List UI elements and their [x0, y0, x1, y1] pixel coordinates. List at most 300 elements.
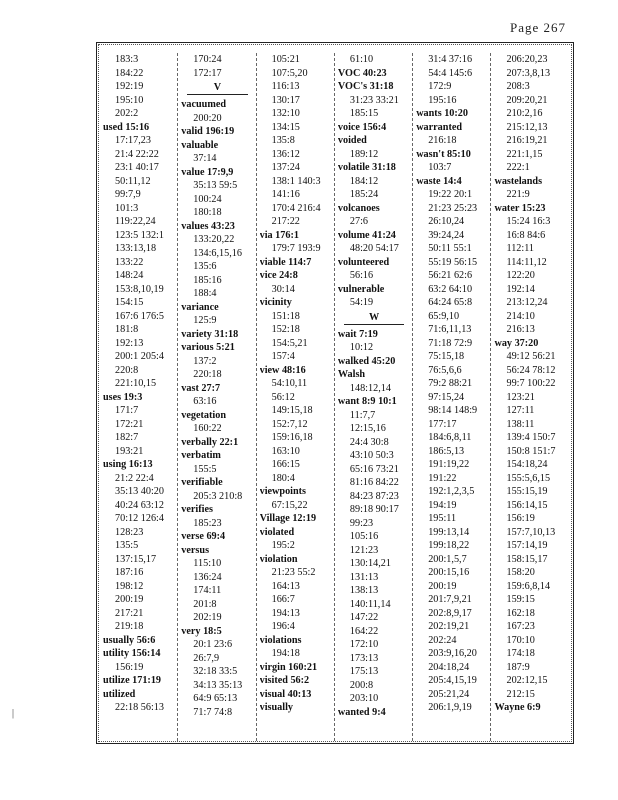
index-column-4	[335, 53, 413, 741]
index-page-ref: 164:22	[349, 625, 379, 637]
index-page-ref: 200:19	[115, 594, 144, 605]
index-page-ref: 50:11,12	[115, 175, 151, 187]
index-word-entry: value 17:9,9	[181, 166, 234, 178]
index-word-entry: vacuumed	[181, 99, 227, 110]
index-word-entry: voided	[337, 135, 367, 146]
index-page-ref: 79:2 88:21	[428, 378, 473, 389]
index-page-ref: 201:7,9,21	[428, 594, 472, 605]
index-word-entry: usually 56:6	[103, 634, 156, 646]
index-word-entry: utilized	[103, 688, 136, 700]
index-page-ref: 71:18 72:9	[428, 337, 473, 349]
index-page-ref: 173:13	[349, 652, 379, 664]
index-page-ref: 112:11	[506, 243, 535, 254]
index-page-ref: 54:4 145:6	[428, 67, 473, 79]
index-page-ref: 158:15,17	[506, 553, 548, 565]
index-page-ref: 133:13,18	[115, 243, 157, 254]
index-page-ref: 101:3	[115, 202, 139, 214]
index-page-ref: 156:19	[115, 661, 144, 673]
index-page-ref: 200:1 205:4	[115, 351, 164, 362]
index-page-ref: 154:18,24	[506, 459, 548, 470]
index-page-ref: 216:18	[428, 135, 457, 146]
index-page-ref: 54:10,11	[271, 378, 308, 389]
index-page-ref: 65:16 73:21	[349, 463, 399, 475]
index-page-ref: 127:11	[506, 405, 535, 416]
index-word-entry: verbatim	[181, 450, 221, 461]
index-page-ref: 184:22	[115, 67, 144, 79]
index-page-ref: 186:5,13	[428, 445, 465, 457]
index-word-entry: volunteered	[337, 256, 390, 268]
index-page-ref: 195:16	[428, 94, 457, 106]
index-page-ref: 167:6 176:5	[115, 310, 164, 322]
index-page-ref: 31:23 33:21	[349, 94, 399, 106]
index-page-ref: 48:20 54:17	[349, 243, 399, 254]
index-word-entry: versus	[181, 544, 210, 556]
index-page-ref: 158:20	[506, 567, 535, 578]
index-page-ref: 194:19	[428, 499, 457, 511]
index-page-ref: 156:19	[506, 513, 535, 524]
index-page-ref: 191:22	[428, 472, 457, 484]
index-word-entry: vice 24:8	[259, 270, 298, 281]
index-page-ref: 65:9,10	[428, 310, 460, 322]
index-page-ref: 30:14	[271, 283, 295, 295]
index-page-ref: 202:8,9,17	[428, 607, 472, 619]
index-page-ref: 89:18 90:17	[349, 504, 399, 515]
index-page-ref: 17:17,23	[115, 135, 151, 146]
index-page-ref: 202:19,21	[428, 621, 470, 632]
index-page-ref: 187:16	[115, 567, 144, 578]
index-page-ref: 200:15,16	[428, 567, 470, 578]
index-page-ref: 159:16,18	[271, 432, 313, 443]
index-page-ref: 98:14 148:9	[428, 405, 478, 416]
index-page-ref: 185:16	[193, 274, 222, 286]
index-word-entry: vicinity	[259, 297, 292, 308]
index-page-ref: 133:20,22	[193, 234, 235, 245]
index-page-ref: 56:24 78:12	[506, 364, 556, 376]
index-page-ref: 203:10	[349, 693, 379, 704]
margin-mark: |	[12, 708, 15, 719]
index-page-ref: 175:13	[349, 666, 379, 677]
index-page-ref: 99:23	[349, 517, 374, 529]
index-word-entry: VOC 40:23	[337, 67, 387, 79]
index-page-ref: 114:11,12	[506, 256, 547, 268]
index-page-ref: 177:17	[428, 418, 457, 430]
index-page-ref: 216:13	[506, 324, 535, 335]
index-page-ref: 171:7	[115, 405, 139, 416]
index-word-entry: volatile 31:18	[337, 162, 396, 173]
index-page-ref: 76:5,6,6	[428, 364, 462, 376]
index-page-ref: 71:7 74:8	[193, 706, 233, 718]
index-page-ref: 26:7,9	[193, 652, 220, 664]
index-word-entry: visual 40:13	[259, 688, 312, 700]
index-page-ref: 16:8 84:6	[506, 229, 546, 241]
index-page-ref: 130:17	[271, 94, 300, 106]
index-column-2	[178, 53, 256, 741]
index-page-ref: 195:10	[115, 94, 144, 106]
index-word-entry: using 16:13	[103, 459, 153, 470]
index-page-ref: 56:21 62:6	[428, 270, 473, 281]
index-page-ref: 174:11	[193, 585, 222, 596]
index-page-ref: 170:10	[506, 634, 535, 646]
index-page-ref: 116:13	[271, 81, 300, 92]
index-word-entry: want 8:9 10:1	[337, 396, 397, 407]
index-page-ref: 201:8	[193, 598, 217, 610]
index-page-ref: 185:23	[193, 517, 222, 529]
index-word-entry: wanted 9:4	[337, 706, 386, 718]
index-page-ref: 208:3	[506, 81, 530, 92]
index-page-ref: 203:9,16,20	[428, 648, 477, 659]
index-page-ref: 99:7,9	[115, 189, 141, 200]
index-column-3	[257, 53, 335, 741]
index-page-ref: 166:7	[271, 594, 295, 605]
index-page-ref: 107:5,20	[271, 67, 308, 79]
index-page-ref: 210:2,16	[506, 108, 543, 119]
index-page-ref: 195:2	[271, 540, 295, 551]
index-page-ref: 97:15,24	[428, 391, 465, 403]
index-page-ref: 200:20	[193, 112, 222, 124]
index-page-ref: 70:12 126:4	[115, 513, 164, 524]
index-page-ref: 67:15,22	[271, 499, 308, 511]
index-page-ref: 215:12,13	[506, 121, 548, 133]
index-page-ref: 136:24	[193, 571, 222, 583]
index-page-ref: 195:11	[428, 513, 457, 524]
index-word-entry: visually	[259, 702, 293, 713]
index-page-ref: 157:14,19	[506, 540, 548, 551]
index-page-ref: 172:10	[349, 639, 379, 650]
index-page-ref: 63:2 64:10	[428, 283, 473, 295]
index-page-ref: 170:24	[193, 54, 222, 65]
index-page-ref: 184:6,8,11	[428, 432, 472, 443]
index-page-ref: 39:24,24	[428, 229, 465, 241]
index-page-ref: 155:5	[193, 463, 217, 475]
index-page-ref: 135:8	[271, 135, 295, 146]
index-page-ref: 35:13 40:20	[115, 486, 164, 497]
index-page-ref: 134:15	[271, 121, 300, 133]
index-word-entry: various 5:21	[181, 342, 235, 353]
index-page-ref: 209:20,21	[506, 94, 548, 106]
index-page-ref: 202:2	[115, 108, 139, 119]
index-word-entry: wastelands	[494, 175, 543, 187]
index-word-entry: wasn't 85:10	[416, 148, 471, 160]
index-page-ref: 162:18	[506, 607, 535, 619]
index-page-ref: 206:20,23	[506, 54, 548, 65]
index-page-ref: 207:3,8,13	[506, 67, 551, 79]
index-word-entry: uses 19:3	[103, 391, 143, 403]
index-page-ref: 23:1 40:17	[115, 162, 159, 173]
index-page-ref: 54:19	[349, 297, 374, 308]
index-word-entry: very 18:5	[181, 625, 222, 637]
index-page-ref: 26:10,24	[428, 216, 465, 227]
index-word-entry: valid 196:19	[181, 126, 235, 137]
section-letter-heading: V	[187, 82, 247, 95]
index-page-ref: 202:12,15	[506, 675, 548, 686]
index-page-ref: 192:1,2,3,5	[428, 486, 475, 497]
index-word-entry: used 15:16	[103, 121, 150, 133]
index-page-ref: 157:7,10,13	[506, 526, 556, 538]
index-word-entry: vegetation	[181, 409, 226, 421]
index-page-ref: 155:5,6,15	[506, 472, 551, 484]
index-page-ref: 11:7,7	[349, 409, 376, 421]
index-page-ref: 55:19 56:15	[428, 256, 478, 268]
index-word-entry: valuable	[181, 139, 219, 151]
index-page-ref: 217:21	[115, 607, 144, 619]
index-word-entry: water 15:23	[494, 202, 546, 214]
index-page-ref: 206:1,9,19	[428, 702, 472, 713]
index-page-ref: 10:12	[349, 342, 374, 353]
index-page-ref: 182:7	[115, 432, 139, 443]
index-word-entry: Wayne 6:9	[494, 702, 541, 713]
index-page-ref: 63:16	[193, 396, 217, 407]
index-word-entry: vast 27:7	[181, 382, 221, 394]
index-page-ref: 147:22	[349, 612, 379, 623]
index-page-ref: 167:23	[506, 621, 535, 632]
index-page-ref: 84:23 87:23	[349, 490, 399, 502]
index-word-entry: visited 56:2	[259, 675, 310, 686]
index-page-ref: 32:18 33:5	[193, 666, 238, 677]
index-page-ref: 202:19	[193, 612, 222, 623]
index-page-ref: 154:5,21	[271, 337, 308, 349]
index-page-ref: 200:19	[428, 580, 457, 592]
index-page-ref: 164:13	[271, 580, 300, 592]
index-page-ref: 221:10,15	[115, 378, 157, 389]
index-page-ref: 185:24	[349, 189, 379, 200]
index-page-ref: 180:4	[271, 472, 295, 484]
index-page-ref: 137:15,17	[115, 553, 157, 565]
index-page-ref: 220:8	[115, 364, 139, 376]
index-page-ref: 221:1,15	[506, 148, 543, 160]
index-page-ref: 137:2	[193, 355, 217, 367]
index-page-ref: 152:7,12	[271, 418, 308, 430]
index-page-ref: 163:10	[271, 445, 300, 457]
index-page-ref: 99:7 100:22	[506, 378, 556, 389]
index-word-entry: viewpoints	[259, 486, 307, 497]
index-page-ref: 213:12,24	[506, 297, 548, 308]
index-page-ref: 50:11 55:1	[428, 243, 472, 254]
index-page-ref: 202:24	[428, 634, 457, 646]
index-page-ref: 193:21	[115, 445, 144, 457]
index-word-entry: variance	[181, 301, 219, 313]
index-page-ref: 181:8	[115, 324, 139, 335]
index-page-ref: 199:18,22	[428, 540, 470, 551]
index-page-ref: 183:3	[115, 54, 139, 65]
index-page-ref: 180:18	[193, 207, 222, 218]
index-page-ref: 187:9	[506, 661, 530, 673]
index-page-ref: 21:23 55:2	[271, 567, 316, 578]
index-page-ref: 205:3 210:8	[193, 490, 243, 502]
index-page-ref: 56:12	[271, 391, 295, 403]
index-word-entry: viable 114:7	[259, 256, 312, 268]
index-page-ref: 64:9 65:13	[193, 693, 238, 704]
index-page-ref: 138:11	[506, 418, 535, 430]
index-word-entry: virgin 160:21	[259, 661, 318, 673]
index-word-entry: variety 31:18	[181, 328, 239, 340]
index-page-ref: 103:7	[428, 162, 452, 173]
index-page-ref: 136:12	[271, 148, 300, 160]
index-page-ref: 155:15,19	[506, 486, 548, 497]
index-page-ref: 150:8 151:7	[506, 445, 556, 457]
index-page-ref: 196:4	[271, 621, 295, 632]
index-word-entry: violation	[259, 553, 298, 565]
index-page-ref: 75:15,18	[428, 351, 465, 362]
index-page-ref: 81:16 84:22	[349, 477, 399, 488]
index-page-ref: 220:18	[193, 369, 222, 380]
index-page-ref: 200:1,5,7	[428, 553, 467, 565]
index-page-ref: 141:16	[271, 189, 300, 200]
index-page-ref: 27:6	[349, 216, 369, 227]
index-word-entry: verifiable	[181, 477, 223, 488]
index-word-entry: way 37:20	[494, 337, 539, 349]
index-page-ref: 219:18	[115, 621, 144, 632]
index-page-ref: 140:11,14	[349, 598, 391, 610]
index-page-ref: 12:15,16	[349, 423, 386, 434]
index-word-entry: Walsh	[337, 369, 366, 380]
index-page-ref: 24:4 30:8	[349, 436, 389, 448]
index-page-ref: 221:9	[506, 189, 530, 200]
index-page-ref: 185:15	[349, 108, 379, 119]
index-page-ref: 128:23	[115, 526, 144, 538]
index-word-entry: violations	[259, 634, 302, 646]
index-page-ref: 139:4 150:7	[506, 432, 556, 443]
index-page-ref: 21:4 22:22	[115, 148, 159, 160]
index-column-6	[491, 53, 569, 741]
index-page-ref: 34:13 35:13	[193, 679, 243, 691]
index-word-entry: violated	[259, 526, 295, 538]
index-page-ref: 71:6,11,13	[428, 324, 472, 335]
index-page-ref: 125:9	[193, 315, 217, 326]
index-page-ref: 100:24	[193, 193, 222, 205]
index-page-ref: 137:24	[271, 162, 300, 173]
index-page-ref: 217:22	[271, 216, 300, 227]
index-word-entry: utilize 171:19	[103, 675, 162, 686]
index-page-ref: 56:16	[349, 270, 374, 281]
index-page-ref: 194:13	[271, 607, 300, 619]
index-word-entry: VOC's 31:18	[337, 81, 394, 92]
index-page-ref: 35:13 59:5	[193, 180, 238, 191]
index-word-entry: via 176:1	[259, 229, 299, 241]
index-page-ref: 19:22 20:1	[428, 189, 473, 200]
index-page-ref: 166:15	[271, 459, 300, 470]
index-page-ref: 204:18,24	[428, 661, 470, 673]
index-page-ref: 115:10	[193, 558, 222, 569]
index-page-ref: 37:14	[193, 153, 217, 164]
index-page-ref: 188:4	[193, 288, 217, 299]
index-word-entry: volcanoes	[337, 202, 380, 214]
index-page-ref: 159:15	[506, 594, 535, 605]
index-page-ref: 198:12	[115, 580, 144, 592]
index-page-ref: 138:1 140:3	[271, 175, 321, 187]
index-word-entry: volume 41:24	[337, 229, 396, 241]
index-page-ref: 189:12	[349, 148, 379, 160]
index-word-entry: wait 7:19	[337, 328, 378, 340]
index-page-ref: 134:6,15,16	[193, 247, 242, 259]
index-page-ref: 132:10	[271, 108, 300, 119]
index-page-ref: 149:15,18	[271, 405, 313, 416]
index-word-entry: verse 69:4	[181, 531, 226, 542]
index-page-ref: 151:18	[271, 310, 300, 322]
section-letter-heading: W	[344, 312, 404, 325]
index-page-ref: 153:8,10,19	[115, 283, 164, 295]
index-page-ref: 148:24	[115, 270, 144, 281]
page-number: Page 267	[509, 20, 566, 35]
index-page-ref: 21:2 22:4	[115, 472, 154, 484]
index-word-entry: waste 14:4	[416, 175, 462, 187]
index-word-entry: utility 156:14	[103, 648, 161, 659]
index-page-ref: 121:23	[349, 544, 379, 556]
index-word-entry: warranted	[416, 121, 463, 133]
index-page-ref: 20:1 23:6	[193, 639, 233, 650]
index-word-entry: walked 45:20	[337, 355, 396, 367]
index-page-ref: 31:4 37:16	[428, 54, 473, 65]
index-page-ref: 123:21	[506, 391, 535, 403]
index-page-ref: 205:21,24	[428, 688, 470, 700]
index-page-ref: 172:17	[193, 67, 222, 79]
index-page-ref: 184:12	[349, 175, 379, 187]
index-page-ref: 216:19,21	[506, 135, 548, 146]
index-page-ref: 192:19	[115, 81, 144, 92]
index-word-entry: Village 12:19	[259, 513, 317, 524]
index-page-ref: 159:6,8,14	[506, 580, 551, 592]
index-page-ref: 105:21	[271, 54, 300, 65]
index-word-entry: values 43:23	[181, 220, 235, 232]
index-page-ref: 179:7 193:9	[271, 243, 321, 254]
index-page-ref: 154:15	[115, 297, 144, 308]
index-page-ref: 156:14,15	[506, 499, 548, 511]
index-word-entry: verifies	[181, 504, 213, 515]
index-page-ref: 22:18 56:13	[115, 702, 164, 713]
index-column-5	[413, 53, 491, 741]
index-word-entry: verbally 22:1	[181, 436, 239, 448]
index-page-ref: 122:20	[506, 270, 535, 281]
index-page-ref: 214:10	[506, 310, 535, 322]
index-page-ref: 194:18	[271, 648, 300, 659]
index-page-ref: 40:24 63:12	[115, 499, 164, 511]
index-page-ref: 133:22	[115, 256, 144, 268]
word-index-columns	[100, 53, 570, 741]
index-page-ref: 43:10 50:3	[349, 450, 394, 461]
index-page-ref: 130:14,21	[349, 558, 391, 569]
index-word-entry: wants 10:20	[416, 108, 468, 119]
index-word-entry: vulnerable	[337, 283, 385, 295]
index-page-ref: 105:16	[349, 531, 379, 542]
index-page-ref: 200:8	[349, 679, 374, 691]
index-page-ref: 152:18	[271, 324, 300, 335]
index-page-ref: 49:12 56:21	[506, 351, 556, 362]
index-word-entry: view 48:16	[259, 364, 306, 376]
index-page-ref: 199:13,14	[428, 526, 470, 538]
index-page-ref: 160:22	[193, 423, 222, 434]
index-word-entry: voice 156:4	[337, 121, 387, 133]
index-page-ref: 64:24 65:8	[428, 297, 473, 308]
index-page-ref: 61:10	[349, 54, 374, 65]
index-page-ref: 222:1	[506, 162, 530, 173]
index-page-ref: 138:13	[349, 585, 379, 596]
index-page-ref: 21:23 25:23	[428, 202, 478, 214]
index-page-ref: 192:13	[115, 337, 144, 349]
index-page-ref: 191:19,22	[428, 459, 470, 470]
index-page-ref: 135:5	[115, 540, 139, 551]
index-page-ref: 123:5 132:1	[115, 229, 164, 241]
index-page-ref: 205:4,15,19	[428, 675, 477, 686]
index-page-ref: 119:22,24	[115, 216, 156, 227]
index-page-ref: 172:9	[428, 81, 452, 92]
index-page-ref: 157:4	[271, 351, 295, 362]
index-page-ref: 212:15	[506, 688, 535, 700]
index-page-ref: 192:14	[506, 283, 535, 295]
index-column-1	[100, 53, 178, 741]
index-page-ref: 131:13	[349, 571, 379, 583]
index-page-ref: 174:18	[506, 648, 535, 659]
index-page-ref: 172:21	[115, 418, 144, 430]
index-page-ref: 148:12,14	[349, 382, 391, 394]
